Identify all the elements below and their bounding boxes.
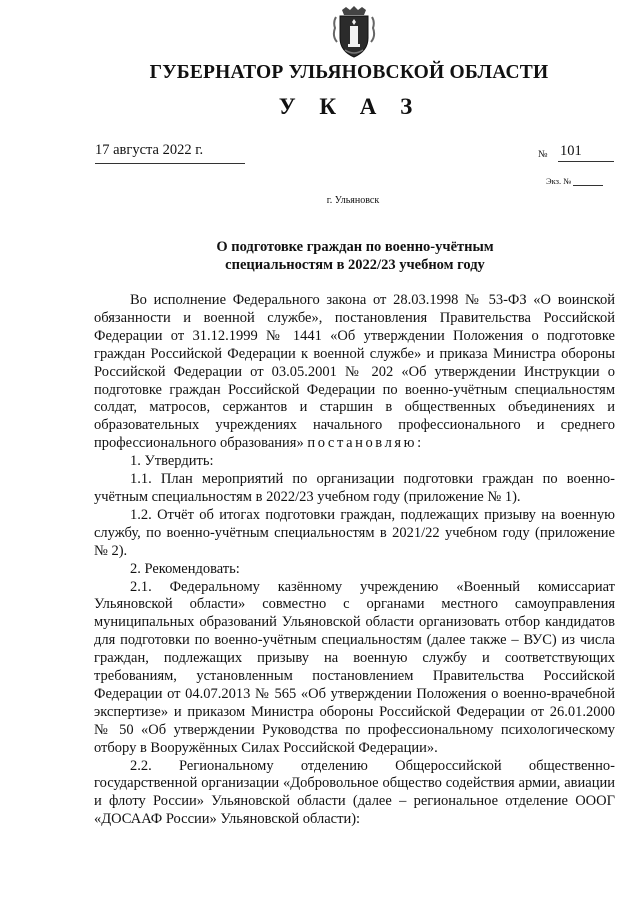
decree-body [94,292,615,829]
item-1-2: 1.2. Отчёт об итогах подготовки граждан, подлежащих призыву на военную службу, по военно-учётным специальностям в 2021/22 учебном году (приложение № 2). [94,506,615,559]
number-label: № [538,149,548,160]
governor-title: ГУБЕРНАТОР УЛЬЯНОВСКОЙ ОБЛАСТИ [149,62,549,83]
copy-number-blank [573,185,603,186]
item-1-1: 1.1. План мероприятий по организации подготовки граждан по военно-учётным специальностям в 2022/23 учебном году (приложение № 1). [94,471,615,505]
decree-number-field [538,143,612,163]
city-name: г. Ульяновск [326,195,380,206]
item-2-1: 2.1. Федеральному казённому учреждению «Военный комиссариат Ульяновской области» совместно с органами местного самоуправления муниципальных образований Ульяновской области организовать отбор кандидатов для подготовки по военно-учётным специальностям (далее также – ВУС) из числа граждан, подлежащих призыву на военную службу и соответствующих требованиям, установленным постановлением Правительства Российской Федерации от 04.07.2013 № 565 «Об утверждении Положения о военно-врачебной экспертизе» и приказом Министра обороны Российской Федерации от 26.01.2000 № 50 «Об утверждении Руководства по профессиональному психологическому отбору в Вооружённых Силах Российской Федерации». [94,578,615,756]
item-1: 1. Утвердить: [130,453,214,470]
preamble-text: Во исполнение Федерального закона от 28.03.1998 № 53-ФЗ «О воинской обязанности и военной службе», постановления Правительства Российской Федерации от 31.12.1999 № 1441 «Об утверждении Положения о подготовке граждан Российской Федерации к военной службе» и приказа Министра обороны Российской Федерации от 03.05.2001 № 202 «Об утверждении Инструкции о подготовке граждан Российской Федерации по военно-учётным специальностям солдат, матросов, сержантов и старшин в общественных объединениях и образовательных учреждениях начального профессионального и среднего профессионального образования» [94,292,615,452]
preamble-paragraph [94,292,615,453]
decree-subject [150,238,560,274]
item-2: 2. Рекомендовать: [130,560,240,577]
decree-type-title: У К А З [278,94,422,119]
copy-number-field [546,176,614,188]
item-2-2: 2.2. Региональному отделению Общероссийской общественно-государственной организации «Добровольное общество содействия армии, авиации и флоту России» Ульяновской области (далее – региональное отделение ОООГ «ДОСААФ России» Ульяновской области): [94,757,615,828]
subject-line-1: О подготовке граждан по военно-учётным [216,239,494,255]
decree-date-field [95,141,245,164]
decree-date: 17 августа 2022 г. [95,142,204,158]
subject-line-2: специальностям в 2022/23 учебном году [225,257,485,273]
decree-number: 101 [558,143,614,162]
decree-word: постановляю: [307,435,424,452]
copy-label: Экз. № [546,176,572,186]
coat-of-arms-emblem [331,6,377,60]
